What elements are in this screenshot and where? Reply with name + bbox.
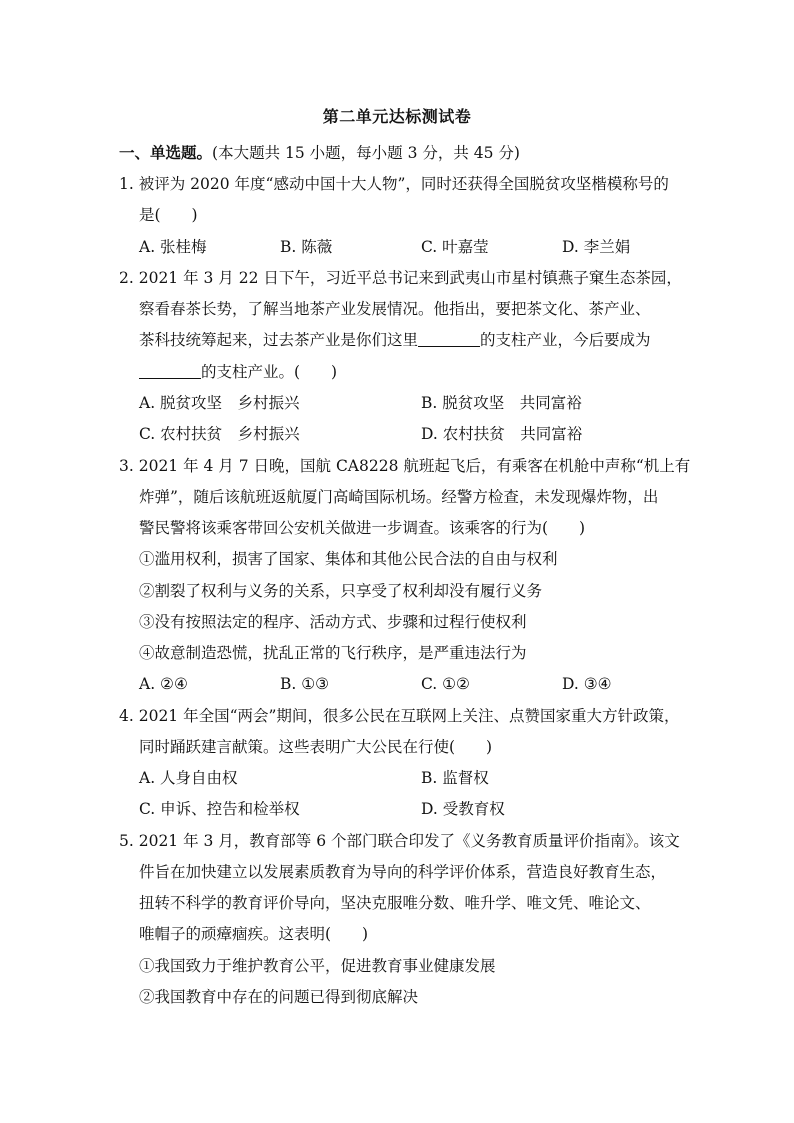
question-5-line-2: 件旨在加快建立以发展素质教育为导向的科学评价体系，营造良好教育生态， [139, 863, 667, 881]
question-5-statement-1: ①我国致力于维护教育公平，促进教育事业健康发展 [139, 957, 496, 975]
question-2-line-4 [139, 361, 337, 383]
question-2-option-a: A. 脱贫攻坚 乡村振兴 [139, 394, 300, 412]
question-2-line-1: 2. 2021 年 3 月 22 日下午，习近平总书记来到武夷山市星村镇燕子窠生态茶园， [119, 269, 682, 287]
page-title: 第二单元达标测试卷 [322, 107, 472, 126]
answer-blank [418, 332, 480, 347]
question-2-option-d: D. 农村扶贫 共同富裕 [421, 425, 583, 443]
question-3-option-b: B. ①③ [280, 675, 330, 693]
question-1-option-c: C. 叶嘉莹 [421, 238, 489, 256]
question-3-option-d: D. ③④ [562, 675, 612, 693]
question-4-line-1: 4. 2021 年全国“两会”期间，很多公民在互联网上关注、点赞国家重大方针政策， [119, 707, 680, 725]
question-3-line-3: 警民警将该乘客带回公安机关做进一步调查。该乘客的行为( ) [139, 519, 586, 537]
question-4-option-a: A. 人身自由权 [139, 769, 238, 787]
question-1-option-b: B. 陈薇 [280, 238, 333, 256]
question-2-option-b: B. 脱贫攻坚 共同富裕 [421, 394, 582, 412]
question-4-line-2: 同时踊跃建言献策。这些表明广大公民在行使( ) [139, 738, 493, 756]
question-2-line-3 [139, 329, 651, 351]
section-header [119, 142, 520, 164]
question-5-statement-2: ②我国教育中存在的问题已得到彻底解决 [139, 988, 419, 1006]
question-1-option-a: A. 张桂梅 [139, 238, 207, 256]
question-3-line-2: 炸弹”，随后该航班返航厦门高崎国际机场。经警方检查，未发现爆炸物，出 [139, 488, 659, 506]
answer-blank [139, 364, 201, 379]
question-1-line-2: 是( ) [139, 206, 198, 224]
question-2-option-c: C. 农村扶贫 乡村振兴 [139, 425, 300, 443]
question-3-statement-2: ②割裂了权利与义务的关系，只享受了权利却没有履行义务 [139, 582, 543, 600]
question-3-statement-4: ④故意制造恐慌，扰乱正常的飞行秩序，是严重违法行为 [139, 644, 527, 662]
question-4-option-d: D. 受教育权 [421, 800, 505, 818]
question-3-line-1: 3. 2021 年 4 月 7 日晚，国航 CA8228 航班起飞后，有乘客在机舱中声称“机上有 [119, 457, 691, 475]
question-2-line-3-end: 的支柱产业，今后要成为 [480, 331, 651, 349]
question-5-line-1: 5. 2021 年 3 月，教育部等 6 个部门联合印发了《义务教育质量评价指南》。该文 [119, 832, 680, 850]
question-4-option-b: B. 监督权 [421, 769, 489, 787]
question-2-line-4-end: 的支柱产业。( ) [201, 363, 338, 381]
question-3-option-c: C. ①② [421, 675, 470, 693]
section-note: (本大题共 15 小题，每小题 3 分，共 45 分) [212, 144, 520, 162]
question-2-line-2: 察看春茶长势，了解当地茶产业发展情况。他指出，要把茶文化、茶产业、 [139, 300, 651, 318]
question-2-line-3-start: 茶科技统筹起来，过去茶产业是你们这里 [139, 331, 419, 349]
question-3-statement-3: ③没有按照法定的程序、活动方式、步骤和过程行使权利 [139, 613, 527, 631]
question-3-statement-1: ①滥用权利，损害了国家、集体和其他公民合法的自由与权利 [139, 550, 558, 568]
question-4-option-c: C. 申诉、控告和检举权 [139, 800, 300, 818]
question-1-line-1: 1. 被评为 2020 年度“感动中国十大人物”，同时还获得全国脱贫攻坚楷模称号的 [119, 175, 669, 193]
question-5-line-4: 唯帽子的顽瘴痼疾。这表明( ) [139, 925, 369, 943]
question-1-option-d: D. 李兰娟 [562, 238, 631, 256]
section-heading: 一、单选题。 [119, 144, 213, 162]
question-3-option-a: A. ②④ [139, 675, 188, 693]
question-5-line-3: 扭转不科学的教育评价导向，坚决克服唯分数、唯升学、唯文凭、唯论文、 [139, 894, 651, 912]
